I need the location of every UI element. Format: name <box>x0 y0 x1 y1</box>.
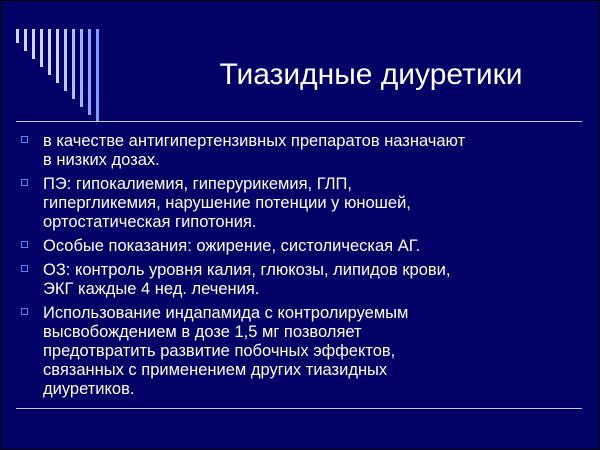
title-divider <box>16 121 582 122</box>
hollow-square-icon <box>21 308 28 315</box>
bullet-item <box>20 304 580 399</box>
hollow-square-icon <box>21 136 28 143</box>
bullet-text: Использование индапамида с контролируемым высвобождением в дозе 1,5 мг позволяет предотвратить развитие побочных эффектов, связанных с применением других тиазидных диуретиков. <box>43 304 409 398</box>
decorative-stripes <box>16 29 106 121</box>
bullet-item <box>20 175 580 232</box>
bullet-item <box>20 132 580 170</box>
bullet-text: в качестве антигипертензивных препаратов назначают в низких дозах. <box>43 132 466 169</box>
hollow-square-icon <box>21 241 28 248</box>
bullet-list <box>20 132 580 404</box>
bullet-item <box>20 261 580 299</box>
bullet-text: ПЭ: гипокалиемия, гиперурикемия, ГЛП, гипергликемия, нарушение потенции у юношей, ортостатическая гипотония. <box>43 175 411 231</box>
hollow-square-icon <box>21 265 28 272</box>
footer-divider <box>16 408 582 409</box>
bullet-text: Особые показания: ожирение, систолическая АГ. <box>43 237 421 255</box>
slide-title: Тиазидные диуретики <box>219 58 523 91</box>
bullet-text: ОЗ: контроль уровня калия, глюкозы, липидов крови, ЭКГ каждые 4 нед. лечения. <box>43 261 451 298</box>
hollow-square-icon <box>21 179 28 186</box>
bullet-item <box>20 237 580 256</box>
